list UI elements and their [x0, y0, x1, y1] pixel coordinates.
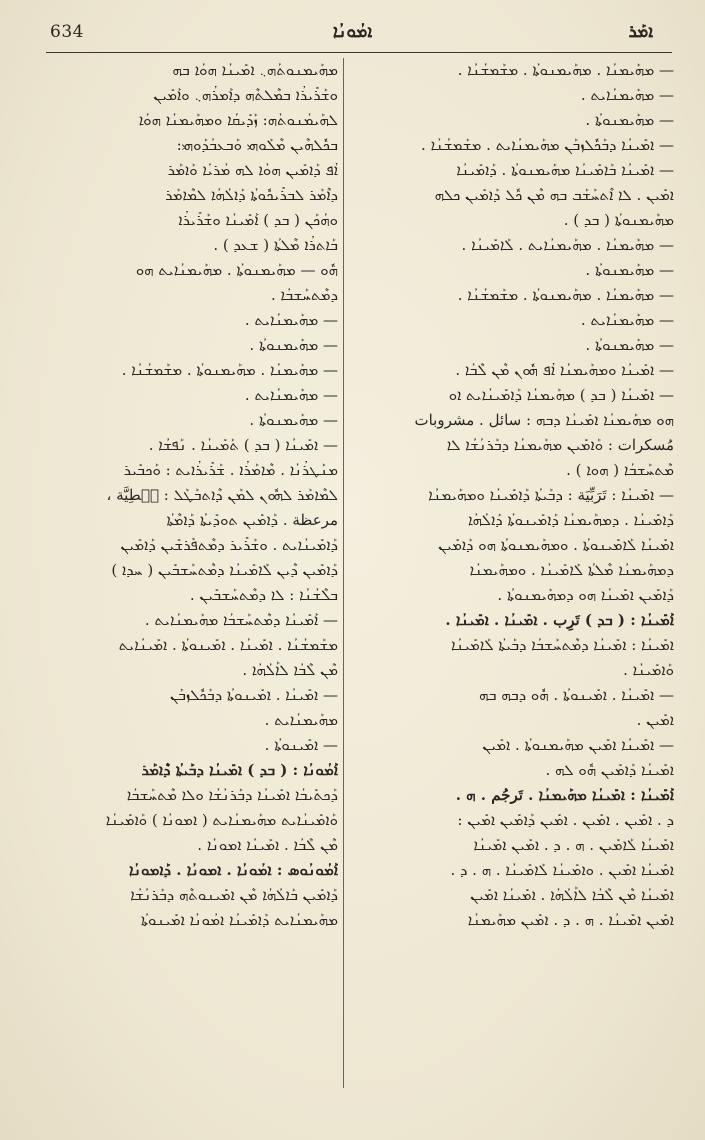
entry-text-line: ܡܶܢ ܠܶܒܳܐ ܠܐܰܠܳܗܳܐ . — [242, 661, 338, 679]
entry-text-line: ܠܗܰܝܡܳܢܘܬܳܗ: ܙܰܕܺܝܩܳܐ ܘܡܗܰܝܡܢܳܐ ܗܘܳܐ — [138, 111, 338, 129]
right-column — [352, 58, 674, 1108]
entry-text-line: ܐܡܺܝܢܳܐ ܐܡܺܝܢ . ܘܐܡܺܝܢܳܐ ܠܰܐܡܺܝܢܳܐ . ܗ . ܕ . — [450, 861, 674, 879]
entry-text-line: ܐܡܺܝܢܳܐ ܠܰܐܡܺܝܢܘܬܳܐ . ܘܡܗܰܝܡܢܘܬܳܐ ܗܘ ܕܰܐܡܺܝܢ — [438, 536, 674, 554]
entry-text-line: ܕܰܐܡܺܝܢܳܐ . ܕܡܗܰܝܡܢܳܐ ܕܰܐܡܺܝܢܘܬܳܐ ܕܰܐܠܳܗܳܐ — [467, 511, 674, 529]
entry-text-line: — ܐܡܺܝܢܳܐ ܕܒܰܟܽܠܙܒܰܢ ܡܗܰܝܡܢܳܐܝܬ . ܡܫܰܡܫܳܢܳܐ . — [421, 136, 674, 154]
entry-text-line: ܒܟܽܠܗܶܝܢ ܡܶܠܰܘܗܝ ܘܰܒܥܒܳܕܰܘܗܝ: — [176, 136, 338, 154]
entry-text-line: — ܐܡܺܝܢܳܐ . ܐܡܺܝܢܘܬܳܐ . ܗܽܘ ܕܒܗ ܒܗ — [479, 686, 674, 704]
entry-text-line: ܐܡܺܝܢܳܐ ܠܰܐܡܺܝܢ . ܗ . ܕ . ܐܡܺܝܢ ܐܡܺܝܢܳܐ — [473, 836, 674, 854]
entry-text-line: ܡܶܢ ܠܶܒܳܐ . ܐܡܺܝܢܳܐ ܐܡܘܢܳܐ . — [197, 836, 338, 854]
left-column — [48, 58, 338, 1108]
entry-text-line: — ܡܗܰܝܡܢܳܐ . ܡܗܰܝܡܢܘܬܳܐ . ܡܫܰܡܫܳܢܳܐ . — [457, 286, 674, 304]
page-number: 634 — [50, 22, 84, 42]
column-divider — [343, 58, 344, 1088]
entry-text-line: ܘܫܰܪܺܝܪܳܐ ܒܡܶܠܬܶܗ ܕܐܰܡܪܳܗ܆ ܘܐܰܡܺܝܢ — [153, 86, 338, 104]
entry-text-line: ܡܫܰܡܫܳܢܳܐ . ܐܡܺܝܢܳܐ . ܐܡܺܝܢܘܬܳܐ . ܐܡܺܝܢܳܐܝܬ — [118, 636, 338, 654]
entry-text-line: — ܡܗܰܝܡܢܳܐܝܬ . — [244, 386, 338, 404]
entry-text-line: ܗܽܘ — ܡܗܰܝܡܢܘܬܳܐ . ܡܗܰܝܡܢܳܐܝܬ ܗܘ — [135, 261, 338, 279]
entry-text-line: ܒܰܐܬܪܳܐ ܡܶܠܬܳܐ ( ܫܥܕ ) . — [213, 236, 338, 254]
entry-text-line: — ܐܡܺܝܢܳܐ . ܐܡܺܝܢܘܬܳܐ ܕܒܰܟܽܠܙܒܰܢ — [169, 686, 338, 704]
entry-text-line: ܡܢܰܛܪܳܢܳܐ . ܡܶܐܡܰܪܳܐ . ܫܰܪܺܝܪܳܐܝܬ : ܘܰܟܒܺܝܪ — [123, 461, 338, 479]
entry-text-line: — ܐܡܺܝܢܘܬܳܐ . — [264, 736, 338, 754]
entry-text-line: ܘܰܐܡܺܝܢܳܐܝܬ ܡܗܰܝܡܢܳܐܝܬ ( ܐܡܘܢܳܐ ) ܘܰܐܡܺܝܢܳܐ — [105, 811, 338, 829]
entry-text-line: ܠܡܶܐܡܰܪ ܠܗܽܘܢ ܠܡܰܢ ܕܶܐܬܒܰܛܰܠ : ܚَطِيَّة ، — [106, 486, 338, 504]
entry-text-line: ܡܗܰܝܡܢܳܐܝܬ . — [264, 711, 338, 729]
entry-text-line: ܗܘ ܡܗܰܝܡܢܳܐ ܐܡܺܝܢܳܐ ܕܒܗ : سائل . مشروبات — [414, 411, 674, 429]
entry-headword-line: ܐܰܡܺܝܢܳܐ : ܐܡܺܝܢܳܐ ܡܗܰܝܡܢܳܐ . تَرجُم . ܗ . — [455, 786, 674, 804]
entry-text-line: — ܐܡܺܝܢܳܐ ܘܡܗܰܝܡܢܳܐ ܐܳܦ ܗܽܘܢ ܡܶܢ ܠܶܒܳܐ . — [455, 361, 674, 379]
entry-text-line: ܡܗܰܝܡܢܳܐܝܬ ܕܰܐܡܺܝܢܳܐ ܐܡܳܘܢܳܐ ܐܡܺܝܢܘܬܳܐ — [140, 911, 338, 929]
entry-text-line: — ܡܗܰܝܡܢܳܐ . ܡܗܰܝܡܢܘܬܳܐ . ܡܫܰܡܫܳܢܳܐ . — [457, 61, 674, 79]
page-header — [0, 22, 705, 46]
entry-text-line: مرعظة . ܕܰܐܡܺܝܢ ܬܘܕܺܝܬܳܐ ܕܰܐܡܶܬܳܐ — [166, 511, 338, 529]
entry-text-line: ܐܡܺܝܢܳܐ ܕܰܐܡܺܝܢ ܗܽܘ ܠܗ . — [545, 761, 674, 779]
entry-text-line: ܡܗܰܝܡܢܘܬܳܐ ( ܒܕ ) . — [563, 211, 674, 229]
entry-text-line: — ܡܗܰܝܡܢܳܐܝܬ . — [244, 311, 338, 329]
entry-text-line: مُسكرات : ܘܰܐܡܺܝܢ ܡܗܰܝܡܢܳܐ ܕܒܰܪܢܳܫܳܐ ܠܐ — [446, 436, 674, 454]
entry-headword-line: ܐܰܡܺܝܢܳܐ : ( ܒܕ ) تَرِب . ܐܡܺܝܢܳܐ . ܐܡܺܝܢܳܐ . — [445, 611, 674, 629]
entry-text-line: — ܡܗܰܝܡܢܘܬܳܐ . — [249, 336, 338, 354]
running-head-center: ܐܡܳܘܢܳܐ — [332, 22, 373, 42]
entry-text-line: ܕܡܗܰܝܡܢܳܐ ܡܶܠܬܳܐ ܠܰܐܡܺܝܢܳܐ . ܘܡܗܰܝܡܢܳܐ — [469, 561, 674, 579]
entry-text-line: — ܡܗܰܝܡܢܳܐܝܬ . — [580, 311, 674, 329]
entry-text-line: ܕܰܐܡܺܝܢܳܐܝܬ . ܘܫܰܪܺܝܪ ܕܡܶܬܦܰܪܫܺܝܢ ܕܰܐܡܺܝܢ — [120, 536, 338, 554]
entry-text-line: — ܡܗܰܝܡܢܳܐ . ܡܗܰܝܡܢܘܬܳܐ . ܡܫܰܡܫܳܢܳܐ . — [121, 361, 338, 379]
entry-text-line: — ܡܗܰܝܡܢܘܬܳܐ . — [585, 336, 674, 354]
entry-text-line: — ܡܗܰܝܡܢܘܬܳܐ . — [249, 411, 338, 429]
entry-text-line: ܐܡܺܝܢ ܐܡܺܝܢܳܐ . ܗ . ܕ . ܐܡܺܝܢ ܡܗܰܝܡܢܳܐ — [467, 911, 674, 929]
running-head-right: ܐܡܰܪ — [628, 22, 653, 42]
entry-text-line: ܒܠܶܫܳܢܳܐ : ܠܐ ܕܡܶܬܚܰܫܒܺܝܢ . — [189, 586, 338, 604]
entry-text-line: ܕܐܶܡܰܪ ܠܒܪܺܝܟܽܘܬܳܐ ܕܰܐܠܳܗܳܐ ܠܡܶܐܡܰܪ — [165, 186, 338, 204]
entry-text-line: ܕܰܐܡܺܝܢ ܕܶܝܢ ܠܰܐܡܺܝܢܳܐ ܕܡܶܬܚܰܫܒܺܝܢ ( ܚܕܐ ) — [111, 561, 338, 579]
entry-text-line: ܐܡܺܝܢ . ܠܐ ܐܶܬܚܰܫܰܒ ܒܗ ܡܶܢ ܟܽܠ ܕܰܐܡܺܝܢ ܟܠܗ — [434, 186, 674, 204]
entry-text-line: ܘܰܐܡܺܝܢܳܐ . — [623, 661, 674, 679]
entry-text-line: — ܡܗܰܝܡܢܘܬܳܐ . — [585, 261, 674, 279]
header-rule — [46, 52, 672, 53]
entry-text-line: ܕܰܐܡܺܝܢ ܐܡܺܝܢܳܐ ܗܘ ܕܡܗܰܝܡܢܘܬܳܐ . — [497, 586, 674, 604]
entry-text-line: — ܐܡܺܝܢܳܐ ܐܡܺܝܢ ܡܗܰܝܡܢܘܬܳܐ . ܐܡܺܝܢ — [482, 736, 674, 754]
entry-text-line: — ܐܡܺܝܢܳܐ ܒܰܐܡܺܝܢܳܐ ܡܗܰܝܡܢܘܬܳܐ . ܕܰܐܡܺܝܢܳܐ — [456, 161, 674, 179]
entry-text-line: ܡܶܬܚܰܫܒܳܐ ( ܗܘܐ ) . — [566, 461, 674, 479]
entry-text-line: — ܡܗܰܝܡܢܘܬܳܐ . — [585, 111, 674, 129]
entry-headword-line: ܐܰܡܳܘܢܳܘܣ : ܐܡܳܘܢܳܐ . ܐܡܘܢܳܐ . ܕܰܐܡܘܢܳܐ — [129, 861, 338, 879]
entry-text-line: — ܐܡܺܝܢܳܐ ( ܒܕ ) ܬܰܡܺܝܢܳܐ . ܢܰܦܫܳܐ . — [148, 436, 338, 454]
entry-text-line: — ܡܗܰܝܡܢܳܐ . ܡܗܰܝܡܢܳܐܝܬ . ܠܰܐܡܺܝܢܳܐ . — [461, 236, 674, 254]
entry-text-line: — ܐܡܺܝܢܳܐ : تَرَبِّيَة : ܕܒܰܝܬܳܐ ܕܰܐܡܺܝܢܳܐ ܘܡܗܰܝܡܢܳܐ — [428, 486, 674, 504]
entry-text-line: ܐܳܦ ܕܰܐܡܺܝܢ ܗܘܳܐ ܠܗ ܡܳܪܝܳܐ ܘܰܐܡܰܪ — [167, 161, 338, 179]
entry-text-line: ܐܡܺܝܢ . — [636, 711, 674, 729]
entry-text-line: — ܐܡܺܝܢܳܐ ( ܒܕ ) ܡܗܰܝܡܢܳܐ ܕܰܐܡܺܝܢܳܐܝܬ ܐܘ — [448, 386, 674, 404]
entry-text-line: ܕܰܐܡܺܝܢ ܒܰܐܠܳܗܳܐ ܡܶܢ ܐܡܺܝܢܘܬܶܗ ܕܒܰܪܢܳܫܳܐ — [130, 886, 338, 904]
entry-text-line: ܐܡܺܝܢܳܐ : ܐܡܺܝܢܳܐ ܕܡܶܬܚܰܫܒܳܐ ܕܒܰܝܬܳܐ ܠܰܐܡܺܝܢܳܐ — [451, 636, 674, 654]
entry-text-line: ܐܡܺܝܢܳܐ ܡܶܢ ܠܶܒܳܐ ܠܐܰܠܳܗܳܐ . ܐܡܺܝܢܳܐ ܐܡܺܝܢ — [470, 886, 674, 904]
entry-text-line: ܘܗܳܟܰܢ ( ܒܕ ) ܐܰܡܺܝܢܳܐ ܘܫܰܪܺܝܪܳܐ — [178, 211, 338, 229]
entry-text-line: ܕ . ܐܡܺܝܢ . ܐܡܺܝܢ . ܐܡܺܝܢ ܕܰܐܡܺܝܢ ܐܡܺܝܢ : — [457, 811, 674, 829]
entry-headword-line: ܐܰܡܳܘܢܳܐ : ( ܒܕ ) ܐܡܺܝܢܳܐ ܕܒܰܝܬܳܐ ܕܶܐܡܰܪ — [141, 761, 338, 779]
entry-text-line: — ܡܗܰܝܡܢܳܐܝܬ . — [580, 86, 674, 104]
entry-text-line: ܕܰܟܬܺܝܒܳܐ ܐܡܺܝܢܳܐ ܕܒܰܪܢܳܫܳܐ ܘܠܐ ܡܶܬܚܰܫܒܳܐ — [126, 786, 338, 804]
entry-text-line: ܡܗܰܝܡܢܘܬܳܗ܆ ܐܡܺܝܢܳܐ ܗܘܳܐ ܒܗ — [172, 61, 338, 79]
entry-text-line: — ܐܰܡܺܝܢܳܐ ܕܡܶܬܚܰܫܒܳܐ ܡܗܰܝܡܢܳܐܝܬ . — [144, 611, 338, 629]
entry-text-line: ܕܡܶܬܚܰܫܒܳܐ . — [270, 286, 338, 304]
